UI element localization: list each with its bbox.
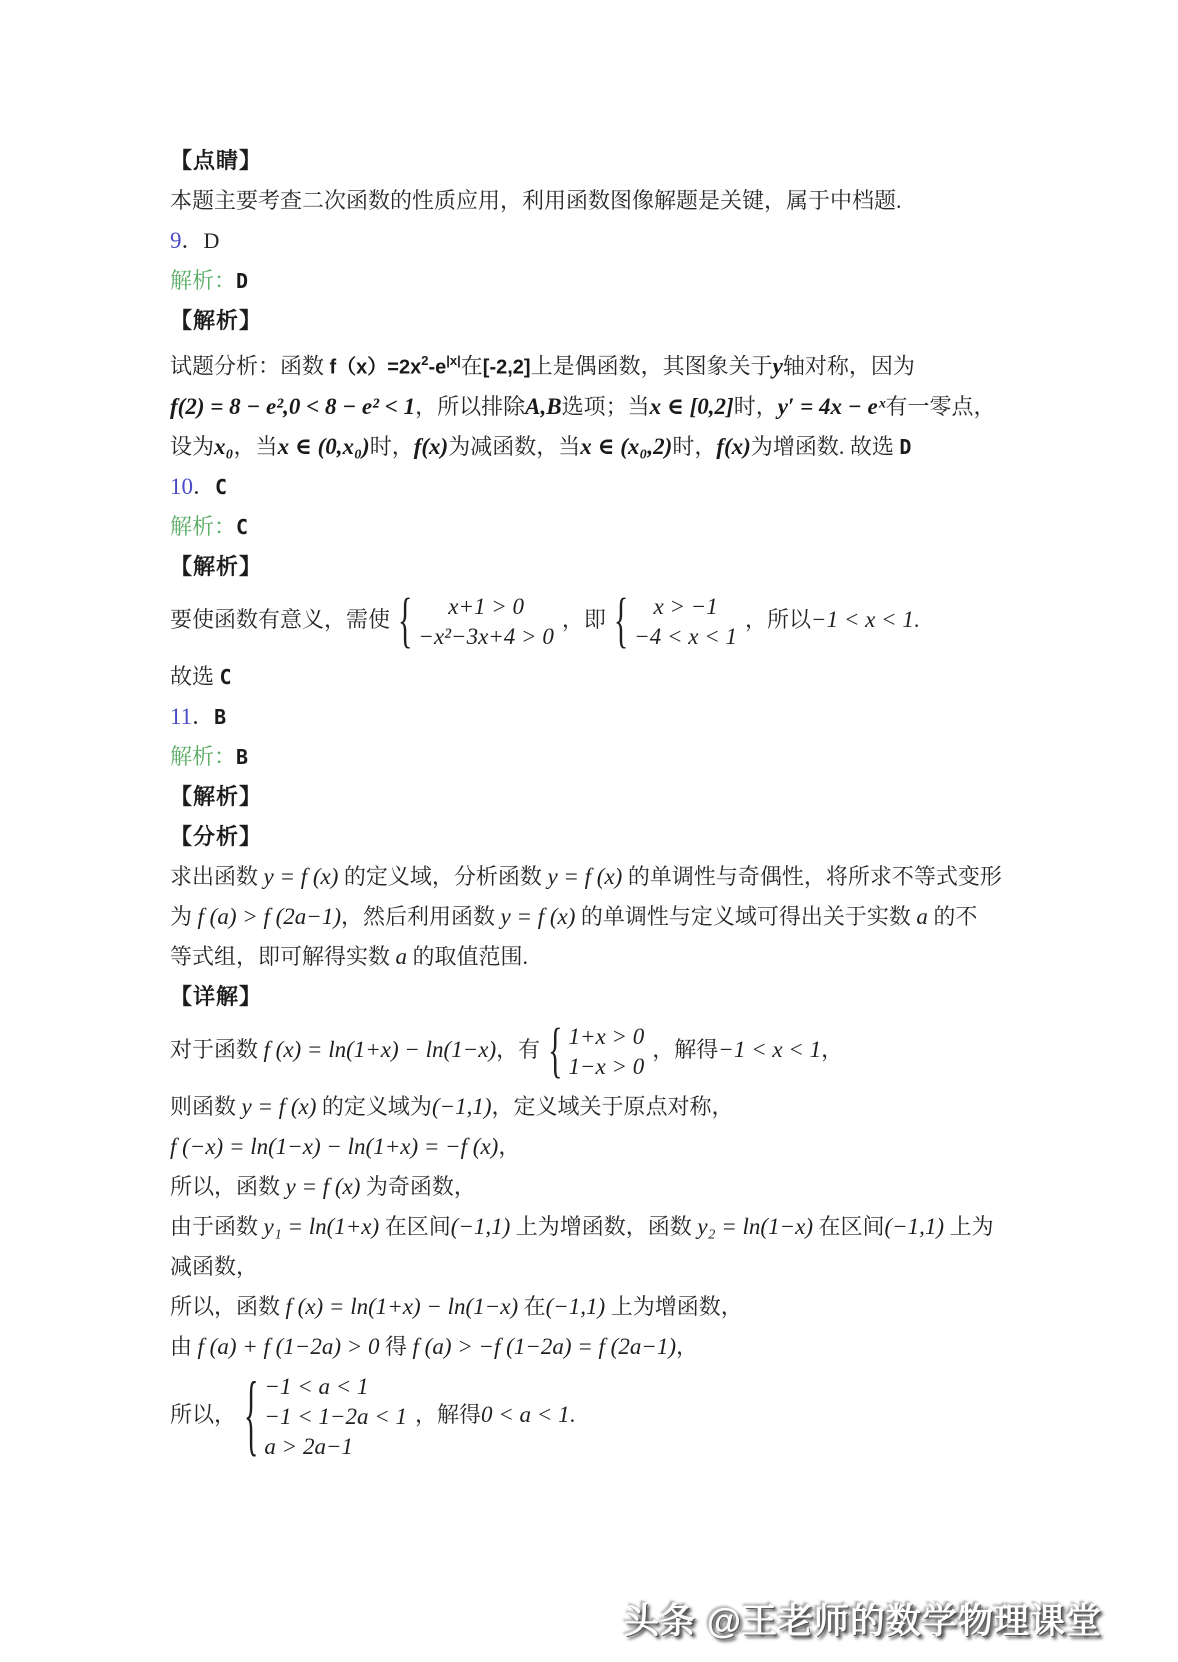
section-heading-jiexi <box>170 782 1120 812</box>
text-segment: |x| <box>446 353 461 368</box>
text-segment: 在区间 <box>812 1214 885 1240</box>
text-segment: 的单调性与定义域可得出关于实数 <box>575 904 917 930</box>
text-segment: f (a) + f (1−2a) > 0 <box>197 1334 380 1360</box>
text-segment: (−1,1) <box>431 1094 492 1120</box>
text-line <box>170 942 1120 972</box>
equation-row: 1+x > 0 <box>568 1024 645 1050</box>
text-segment: ，即 <box>561 607 606 633</box>
text-segment: f (−x) = ln(1−x) − ln(1+x) = −f (x) <box>170 1134 499 1160</box>
text-segment: 所以，函数 <box>170 1174 286 1200</box>
text-segment: 上为增函数， <box>605 1294 743 1320</box>
text-segment: 所以，函数 <box>170 1294 286 1320</box>
text-segment: 的不 <box>927 904 978 930</box>
text-segment: ，所以排除 <box>415 394 526 420</box>
text-segment: 的定义域为 <box>316 1094 432 1120</box>
text-segment: ， <box>498 1134 521 1160</box>
text-segment: y₁ = ln(1+x) <box>263 1214 380 1240</box>
answer-line-10 <box>170 472 1120 502</box>
text-segment: ，定义域关于原点对称， <box>491 1094 734 1120</box>
text-segment: -e <box>428 356 447 379</box>
equation-system <box>244 1365 408 1467</box>
text-segment: 为减函数，当 <box>448 434 581 460</box>
text-segment: 上是偶函数，其图象关于 <box>530 353 773 379</box>
equation-rows <box>264 1372 407 1462</box>
text-segment: . <box>913 607 920 633</box>
text-segment: 要使函数有意义，需使 <box>170 607 391 633</box>
text-segment: 0 < a < 1 <box>481 1402 570 1428</box>
text-segment: ，当 <box>233 434 278 460</box>
text-segment: 在 <box>518 1294 546 1320</box>
text-segment: y = f (x) <box>547 864 623 890</box>
text-segment: 等式组，即可解得实数 <box>170 944 396 970</box>
text-segment: y <box>772 353 783 379</box>
text-segment: f (a) > f (2a−1) <box>197 904 341 930</box>
text-segment: 的取值范围. <box>407 944 529 970</box>
text-segment: 本题主要考查二次函数的性质应用，利用函数图像解题是关键，属于中档题. <box>170 188 902 213</box>
equation-line <box>170 432 1120 462</box>
text-segment: A,B <box>525 394 562 420</box>
text-segment: f(x) <box>716 434 751 460</box>
text-segment: . <box>569 1402 576 1428</box>
text-segment: B <box>236 745 249 770</box>
text-line <box>170 186 1120 216</box>
text-segment: 【解析】 <box>170 554 263 580</box>
equation-line <box>170 1365 1120 1467</box>
text-segment: D <box>899 435 912 460</box>
equation-rows <box>569 1022 645 1082</box>
text-segment: 10 <box>170 474 193 500</box>
document-body <box>170 146 1120 1472</box>
text-segment: −1 < x < 1 <box>718 1037 822 1063</box>
section-heading-fenxi <box>170 822 1120 852</box>
text-segment: 【分析】 <box>170 824 263 850</box>
equation-system <box>398 587 554 656</box>
text-segment: 2 <box>421 353 429 368</box>
equation-system <box>548 1017 645 1086</box>
text-segment: y = f (x) <box>263 864 339 890</box>
text-segment: 有一零点， <box>885 394 996 420</box>
text-line <box>170 862 1120 892</box>
text-segment: a <box>916 904 928 930</box>
text-line <box>170 902 1120 932</box>
equation-row: 1−x > 0 <box>568 1054 645 1080</box>
text-line <box>170 1092 1120 1122</box>
text-segment: 对于函数 <box>170 1037 264 1063</box>
text-segment: 减函数， <box>170 1254 259 1280</box>
text-segment: 时， <box>733 394 778 420</box>
equation-line <box>170 1017 1120 1086</box>
text-segment: 在 <box>460 353 483 379</box>
text-segment: 的定义域，分析函数 <box>338 864 548 890</box>
answer-line-9 <box>170 226 1120 256</box>
answer-line-11 <box>170 702 1120 732</box>
text-segment: 为奇函数， <box>360 1174 476 1200</box>
text-segment: 得 <box>379 1334 413 1360</box>
text-segment: f（x）=2x <box>329 356 422 379</box>
text-segment: 解析： <box>170 268 237 293</box>
text-segment: 时， <box>672 434 717 460</box>
left-brace: { <box>548 1017 563 1086</box>
text-segment: 解析： <box>170 514 237 540</box>
text-segment: ． <box>193 474 216 500</box>
equation-rows <box>634 592 737 652</box>
text-segment: 上为 <box>944 1214 994 1240</box>
text-segment: D <box>236 269 249 293</box>
text-segment: y = f (x) <box>285 1174 361 1200</box>
equation-line <box>170 1132 1120 1162</box>
text-segment: (−1,1) <box>884 1214 945 1240</box>
section-heading-jiexi <box>170 552 1120 582</box>
text-segment: f (x) = ln(1+x) − ln(1−x) <box>263 1037 497 1063</box>
analysis-line-10 <box>170 512 1120 542</box>
text-segment: f(x) <box>413 434 449 460</box>
text-segment: 为增函数. 故选 <box>750 434 900 460</box>
text-segment: 为 <box>170 904 198 930</box>
text-segment: 设为 <box>170 434 215 460</box>
equation-row: a > 2a−1 <box>264 1434 353 1460</box>
text-segment: 试题分析：函数 <box>170 353 330 379</box>
text-line <box>170 346 1120 382</box>
text-segment: ． <box>192 704 215 730</box>
text-segment: 时， <box>369 434 414 460</box>
text-segment: f (a) > −f (1−2a) = f (2a−1) <box>412 1334 676 1360</box>
text-segment: 选项；当 <box>561 394 650 420</box>
text-segment: 解析： <box>170 744 237 770</box>
left-brace: { <box>398 587 413 656</box>
text-line <box>170 1212 1120 1242</box>
equation-row: −1 < 1−2a < 1 <box>264 1404 408 1430</box>
text-line <box>170 1172 1120 1202</box>
section-heading-xiangjie <box>170 982 1120 1012</box>
text-segment: 上为增函数，函数 <box>510 1214 698 1240</box>
text-segment: −1 < x < 1 <box>811 607 914 633</box>
equation-row: x > −1 <box>653 594 718 620</box>
text-segment: 11 <box>170 704 193 730</box>
text-segment: 则函数 <box>170 1094 242 1120</box>
text-segment: 【点睛】 <box>170 148 263 173</box>
text-segment: f(2) = 8 − e²,0 < 8 − e² < 1 <box>170 394 416 420</box>
text-segment: ，解得 <box>652 1037 719 1063</box>
equation-system <box>613 587 738 656</box>
text-segment: 故选 <box>170 664 220 690</box>
text-segment: D <box>203 228 220 253</box>
text-segment: 轴对称，因为 <box>782 353 915 379</box>
equation-row: x+1 > 0 <box>448 594 524 620</box>
text-segment: C <box>236 515 249 540</box>
text-segment: ， <box>676 1334 699 1360</box>
text-segment: ，所以 <box>745 607 812 633</box>
analysis-line-11 <box>170 742 1120 772</box>
equation-row: −4 < x < 1 <box>634 624 738 650</box>
text-segment: 所以， <box>170 1402 237 1428</box>
text-segment: y₂ = ln(1−x) <box>697 1214 813 1240</box>
text-segment: 由于函数 <box>170 1214 264 1240</box>
text-segment: ． <box>181 228 204 253</box>
text-segment: f (x) = ln(1+x) − ln(1−x) <box>285 1294 519 1320</box>
text-segment: ， <box>821 1037 844 1063</box>
text-line <box>170 1252 1120 1282</box>
text-segment: 【详解】 <box>170 984 263 1010</box>
text-segment: 【解析】 <box>170 784 263 810</box>
text-line <box>170 662 1120 692</box>
text-segment: 的单调性与奇偶性，将所求不等式变形 <box>622 864 1002 890</box>
equation-line <box>170 1332 1120 1362</box>
equation-rows <box>418 592 553 652</box>
text-segment: y = f (x) <box>500 904 576 930</box>
text-segment: C <box>219 665 232 690</box>
text-segment: 【解析】 <box>170 308 263 333</box>
text-segment: (−1,1) <box>450 1214 511 1240</box>
text-segment: x ∈ [0,2] <box>649 394 734 420</box>
equation-row: −1 < a < 1 <box>264 1374 369 1400</box>
equation-line <box>170 392 1120 422</box>
text-segment: x ∈ (0,x₀) <box>277 434 370 460</box>
text-segment: 由 <box>170 1334 198 1360</box>
text-segment: ，然后利用函数 <box>340 904 501 930</box>
watermark: 头条 @王老师的数学物理课堂 <box>624 1602 1102 1641</box>
text-segment: C <box>215 475 228 500</box>
text-segment: B <box>214 705 227 730</box>
text-segment: y = f (x) <box>241 1094 317 1120</box>
text-segment: x₀ <box>214 434 234 460</box>
left-brace: { <box>613 587 629 656</box>
text-segment: [-2,2] <box>482 356 531 379</box>
text-segment: a <box>395 944 408 970</box>
text-segment: x ∈ (x₀,2) <box>580 434 673 460</box>
text-segment: y′ = 4x − eˣ <box>777 394 886 420</box>
text-segment: ，有 <box>496 1037 541 1063</box>
text-segment: 求出函数 <box>170 864 264 890</box>
section-heading-dianjing <box>170 146 1120 176</box>
text-line <box>170 1292 1120 1322</box>
text-segment: (−1,1) <box>545 1294 606 1320</box>
text-segment: 9 <box>170 228 182 253</box>
equation-row: −x²−3x+4 > 0 <box>418 624 554 650</box>
text-segment: 在区间 <box>379 1214 451 1240</box>
analysis-line-9 <box>170 266 1120 296</box>
text-segment: ，解得 <box>415 1402 482 1428</box>
section-heading-jiexi <box>170 306 1120 336</box>
left-brace: { <box>244 1365 259 1467</box>
equation-line <box>170 587 1120 656</box>
